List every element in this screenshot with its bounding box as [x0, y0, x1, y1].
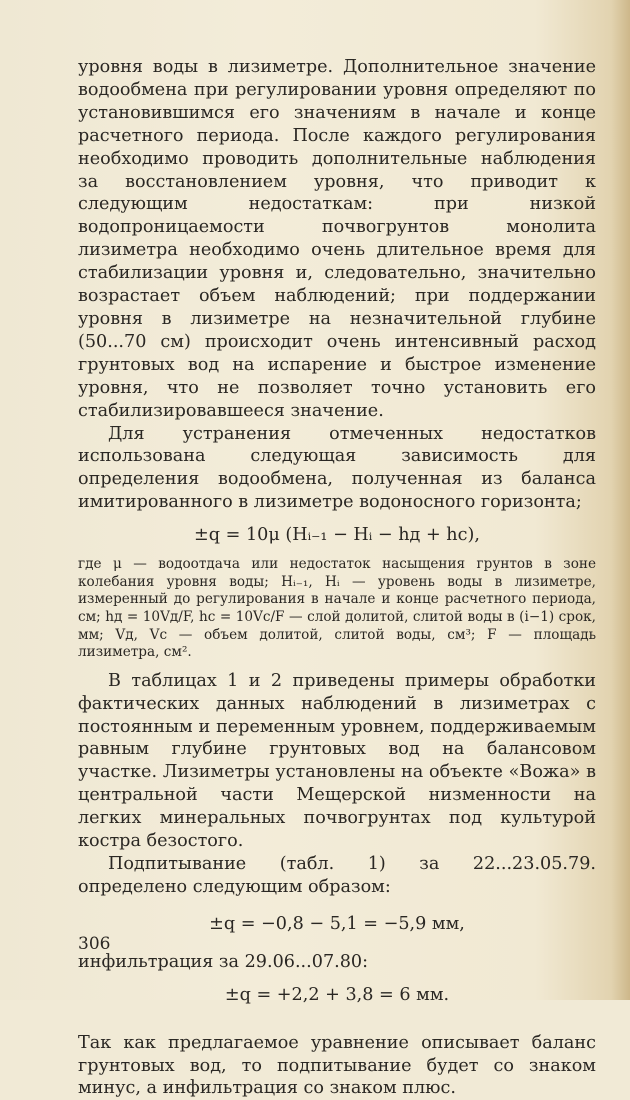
formula-explanation: где μ — водоотдача или недостаток насыщения грунтов в зоне колебания уровня воды; Hᵢ₋₁, Hᵢ — уровень воды в лизиметре, измеренный до регулирования в начале и конце расчетного периода, см; hд = 10Vд/F, hс = 10Vс/F — слой долитой, слитой воды в (i−1) срок, мм; Vд, Vс — объем долитой, слитой воды, см³; F — площадь лизиметра, см².: [78, 556, 596, 661]
paragraph-2: Для устранения отмеченных недостатков использована следующая зависимость для определения водообмена, полученная из баланса имитированного в лизиметре водоносного горизонта;: [78, 423, 596, 513]
text-column: [78, 56, 596, 1100]
paragraph-4: Подпитывание (табл. 1) за 22...23.05.79. определено следующим образом:: [78, 853, 596, 897]
formula-infiltration: ±q = +2,2 + 3,8 = 6 мм.: [224, 984, 450, 1005]
formula-balance: ±q = 10μ (Hᵢ₋₁ − Hᵢ − hд + hс),: [194, 525, 480, 546]
page-number: 306: [78, 934, 111, 954]
paragraph-6: Так как предлагаемое уравнение описывает баланс грунтовых вод, то подпитывание будет со знаком минус, а инфильтрация со знаком плюс.: [78, 1032, 596, 1099]
paragraph-3: В таблицах 1 и 2 приведены примеры обработки фактических данных наблюдений в лизиметрах с постоянным и переменным уровнем, поддерживаемым равным глубине грунтовых вод на балансовом участке. Лизиметры установлены на объекте «Вожа» в центральной части Мещерской низменности на легких минеральных почвогрунтах под культурой костра безостого.: [78, 670, 596, 852]
formula-feeding: ±q = −0,8 − 5,1 = −5,9 мм,: [209, 913, 465, 934]
paragraph-1: уровня воды в лизиметре. Дополнительное значение водообмена при регулировании уровня определяют по установившимся его значениям в начале и конце расчетного периода. После каждого регулирования необходимо проводить дополнительные наблюдения за восстановлением уровня, что приводит к следующим недостаткам: при низкой водопроницаемости почвогрунтов монолита лизиметра необходимо очень длительное время для стабилизации уровня и, следовательно, значительно возрастает объем наблюдений; при поддержании уровня в лизиметре на незначительной глубине (50...70 см) происходит очень интенсивный расход грунтовых вод на испарение и быстрое изменение уровня, что не позволяет точно установить его стабилизировавшееся значение.: [78, 57, 596, 421]
paragraph-5: инфильтрация за 29.06...07.80:: [78, 951, 369, 972]
